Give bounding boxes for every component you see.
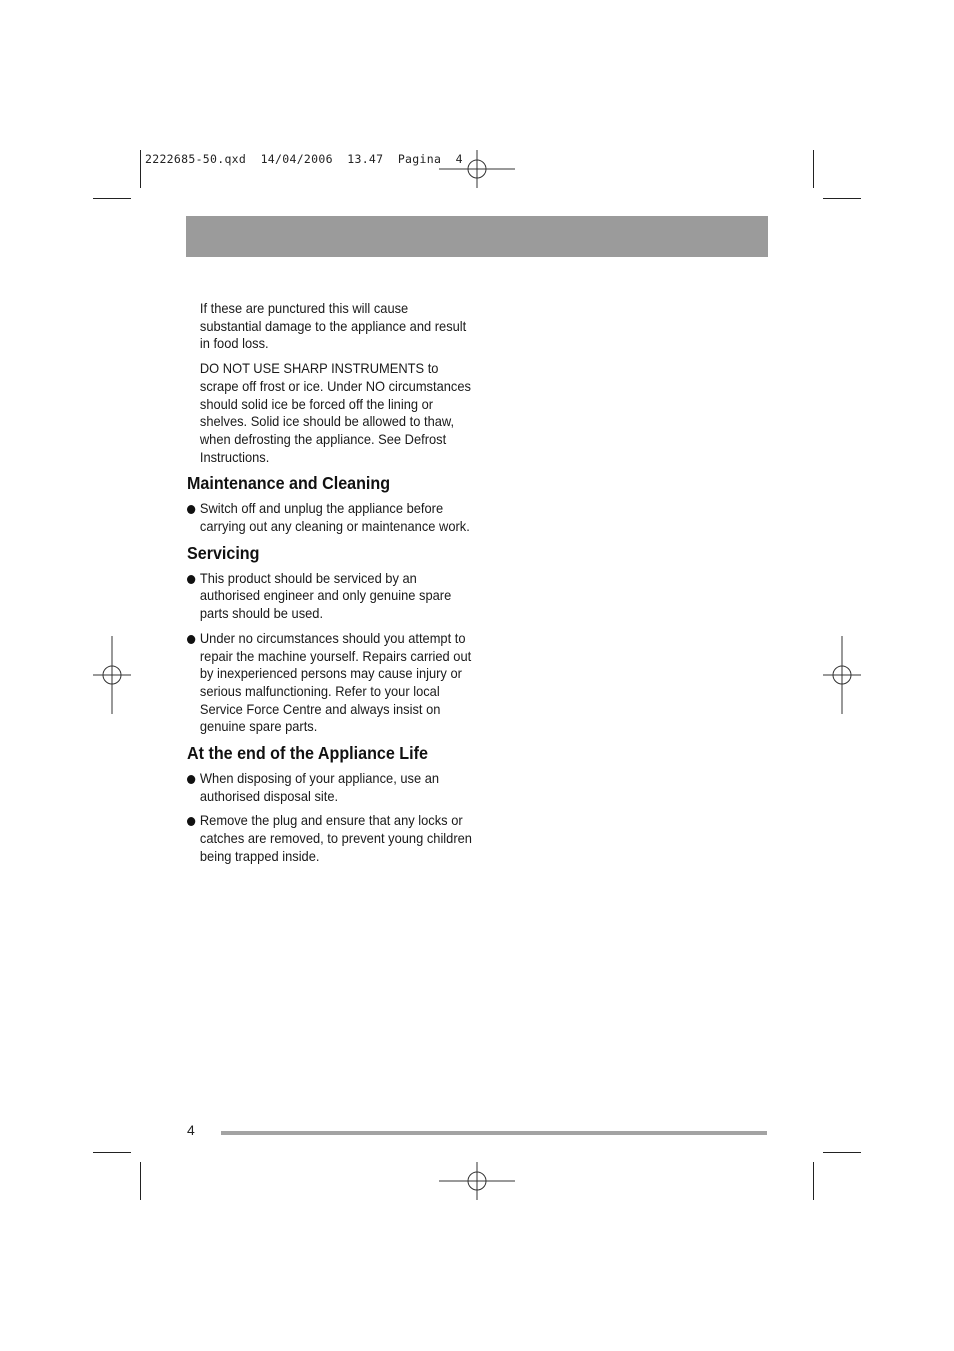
list-item-text: Under no circumstances should you attempt to repair the machine yourself. Repairs carried out by inexperienced persons may cause injury or serious malfunctioning. Refer to your local Service Force Centre and always insist on genuine spare parts. (199, 629, 472, 735)
list-item (187, 500, 472, 535)
bullet-icon (187, 505, 195, 514)
crop-mark-bottom-right-vertical (813, 1162, 814, 1200)
crop-mark-top-right-horizontal (823, 198, 861, 199)
crop-mark-bottom-left-horizontal (93, 1152, 131, 1153)
section-heading-maintenance: Maintenance and Cleaning (187, 473, 391, 494)
page-number: 4 (187, 1122, 195, 1138)
list-item (187, 812, 472, 865)
bullet-icon (187, 635, 195, 644)
bullet-icon (187, 775, 195, 784)
intro-paragraph: If these are punctured this will cause substantial damage to the appliance and result in food loss. (199, 300, 467, 352)
printer-slug-line: 2222685-50.qxd 14/04/2006 13.47 Pagina 4 (145, 152, 463, 166)
intro-paragraph: DO NOT USE SHARP INSTRUMENTS to scrape off frost or ice. Under NO circumstances should solid ice be forced off the lining or shelves. Solid ice should be allowed to thaw, when defrosting the appliance. See Defrost Instructions. (199, 360, 471, 465)
list-item (187, 770, 472, 805)
list-item-text: Remove the plug and ensure that any locks or catches are removed, to prevent young children being trapped inside. (199, 812, 472, 864)
crop-mark-top-right-vertical (813, 150, 814, 188)
crop-mark-top-left-vertical (140, 150, 141, 188)
footer-rule (221, 1131, 767, 1135)
content-column (187, 300, 472, 873)
list-item-text: This product should be serviced by an authorised engineer and only genuine spare parts should be used. (199, 569, 452, 622)
list-item (187, 630, 472, 736)
bullet-icon (187, 817, 195, 826)
bullet-icon (187, 575, 195, 584)
crop-mark-bottom-left-vertical (140, 1162, 141, 1200)
crop-mark-bottom-right-horizontal (823, 1152, 861, 1153)
section-heading-end-of-life: At the end of the Appliance Life (187, 743, 428, 764)
list-item-text: Switch off and unplug the appliance before carrying out any cleaning or maintenance work. (199, 500, 470, 535)
registration-mark-top-icon (437, 150, 517, 190)
registration-mark-right-icon (822, 636, 862, 714)
crop-mark-top-left-horizontal (93, 198, 131, 199)
header-band (186, 216, 768, 257)
registration-mark-bottom-icon (437, 1162, 517, 1202)
section-heading-servicing: Servicing (187, 542, 260, 563)
list-item-text: When disposing of your appliance, use an authorised disposal site. (199, 770, 440, 804)
registration-mark-left-icon (92, 636, 132, 714)
list-item (187, 570, 472, 623)
